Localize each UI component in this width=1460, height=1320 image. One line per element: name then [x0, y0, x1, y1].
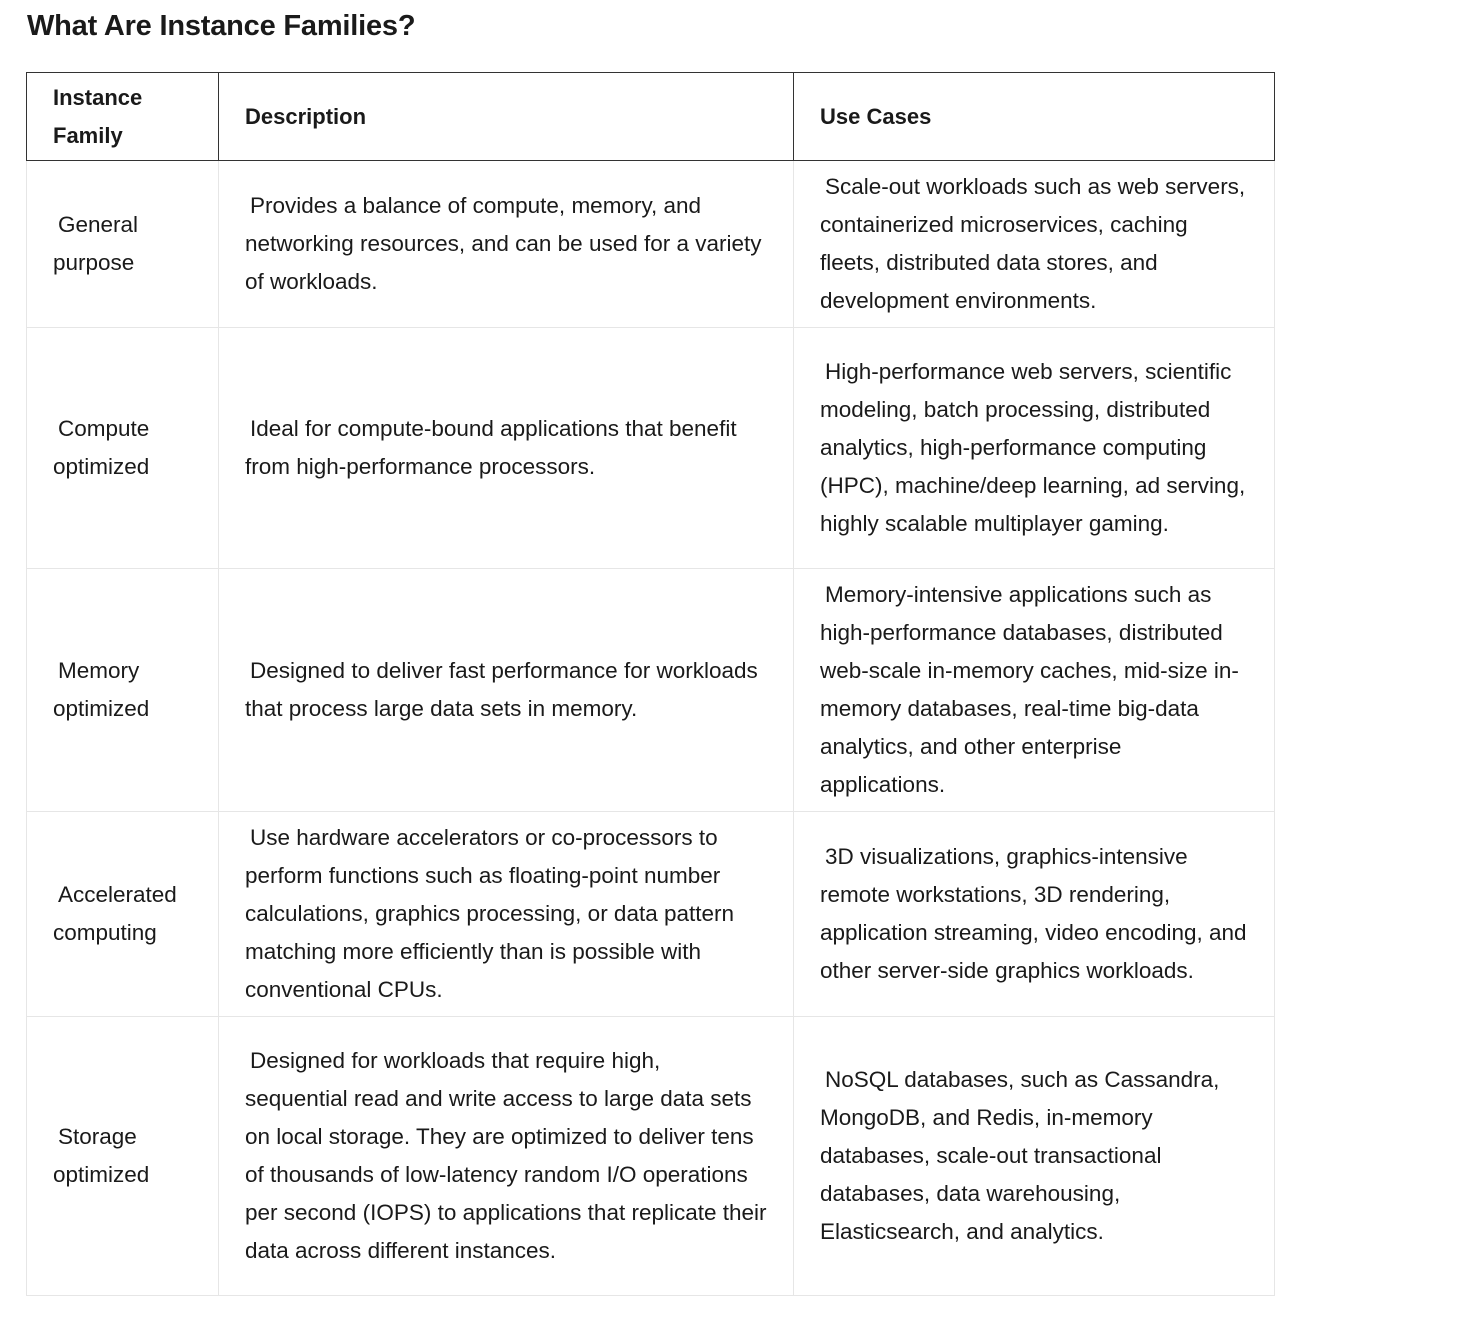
description-cell	[219, 812, 794, 1017]
description-cell	[219, 328, 794, 569]
family-cell	[27, 328, 219, 569]
table-body	[27, 161, 1275, 1296]
header-description: Description	[219, 73, 794, 161]
family-cell	[27, 1017, 219, 1296]
description-cell	[219, 161, 794, 328]
table-row	[27, 161, 1275, 328]
header-instance-family: Instance Family	[27, 73, 219, 161]
family-cell	[27, 161, 219, 328]
family-cell	[27, 812, 219, 1017]
family-label: Memory optimized	[53, 658, 150, 721]
use-cases-cell	[794, 328, 1275, 569]
description-text: Provides a balance of compute, memory, and networking resources, and can be used for a variety of workloads.	[245, 193, 762, 294]
table-row	[27, 569, 1275, 812]
description-text: Use hardware accelerators or co-processors to perform functions such as floating-point number calculations, graphics processing, or data pattern matching more efficiently than is possible with conventional CPUs.	[245, 825, 735, 1002]
use-cases-cell	[794, 812, 1275, 1017]
use-cases-cell	[794, 1017, 1275, 1296]
family-label: Compute optimized	[53, 416, 150, 479]
use-cases-text: Scale-out workloads such as web servers, containerized microservices, caching fleets, distributed data stores, and development environments.	[820, 174, 1246, 313]
header-use-cases: Use Cases	[794, 73, 1275, 161]
family-cell	[27, 569, 219, 812]
table-row	[27, 1017, 1275, 1296]
instance-families-table	[26, 72, 1275, 1296]
description-text: Designed for workloads that require high, sequential read and write access to large data sets on local storage. They are optimized to deliver tens of thousands of low-latency random I/O operations per second (IOPS) to applications that replicate their data across different instances.	[245, 1048, 767, 1263]
use-cases-cell	[794, 161, 1275, 328]
use-cases-cell	[794, 569, 1275, 812]
description-cell	[219, 1017, 794, 1296]
family-label: General purpose	[53, 212, 139, 275]
use-cases-text: High-performance web servers, scientific modeling, batch processing, distributed analytics, high-performance computing (HPC), machine/deep learning, ad serving, highly scalable multiplayer gaming.	[820, 359, 1246, 536]
page-title: What Are Instance Families?	[27, 10, 416, 42]
table-row	[27, 328, 1275, 569]
use-cases-text: NoSQL databases, such as Cassandra, MongoDB, and Redis, in-memory databases, scale-out transactional databases, data warehousing, Elasticsearch, and analytics.	[820, 1067, 1220, 1244]
description-cell	[219, 569, 794, 812]
description-text: Designed to deliver fast performance for workloads that process large data sets in memory.	[245, 658, 758, 721]
use-cases-text: 3D visualizations, graphics-intensive remote workstations, 3D rendering, application streaming, video encoding, and other server-side graphics workloads.	[820, 844, 1247, 983]
table-header	[27, 73, 1275, 161]
header-row	[27, 73, 1275, 161]
table-row	[27, 812, 1275, 1017]
family-label: Accelerated computing	[53, 882, 177, 945]
use-cases-text: Memory-intensive applications such as high-performance databases, distributed web-scale in-memory caches, mid-size in-memory databases, real-time big-data analytics, and other enterprise applications.	[820, 582, 1239, 797]
family-label: Storage optimized	[53, 1124, 150, 1187]
description-text: Ideal for compute-bound applications that benefit from high-performance processors.	[245, 416, 737, 479]
